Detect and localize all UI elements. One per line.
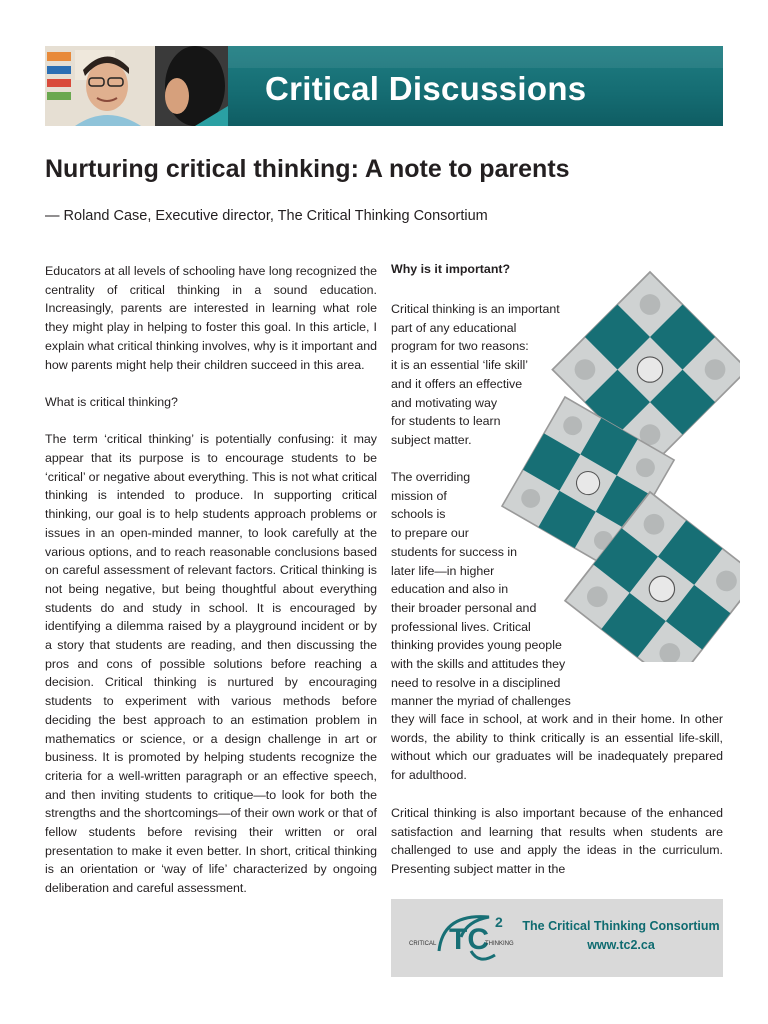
intro-paragraph: Educators at all levels of schooling have long recognized the centrality of critical thinking in a sound education. Increasingly, parents are interested in learning what role they might play in helping to foster this goal. In this article, I explain what critical thinking involves, why is it important and how parents might help their children succeed in this area. bbox=[45, 264, 378, 372]
why-paragraph-continued bbox=[391, 710, 723, 785]
paragraph-text: Critical thinking is also important because of the enhanced satisfaction and learning that results when students are challenged to use and apply the ideas in the curriculum. Presenting subject matter in the bbox=[391, 806, 723, 877]
text-line: manner the myriad of challenges bbox=[391, 694, 571, 709]
banner-title: Critical Discussions bbox=[265, 70, 587, 107]
tc2-logo-icon bbox=[409, 907, 519, 969]
text-line: to prepare our bbox=[391, 526, 469, 541]
text-line: and motivating way bbox=[391, 395, 498, 410]
text-line: professional lives. Critical bbox=[391, 619, 531, 634]
header-photo bbox=[45, 46, 228, 126]
text-line: program for two reasons: bbox=[391, 339, 529, 354]
section-heading-what: What is critical thinking? bbox=[45, 394, 178, 409]
body-paragraph: The term ‘critical thinking’ is potentially confusing: it may appear that its purpose is to encourage students to be ‘critical’ or negative about everything. This is not what critical thinking is intended to produce. In supporting critical thinking, our goal is to help students approach problems or issues in an open-minded manner, to look carefully at the various options, and to reach reasonable conclusions based on careful assessment of relevant factors. Critical thinking is not being negative, but being thoughtful about everything students do and study in school. It is encouraged by identifying a dilemma raised by a playground incident or by a story that students are reading, and then discussing the pros and cons of possible solutions before reaching a decision. Critical thinking is nurtured by encouraging students to experiment with various methods before deciding the best approach to an estimation problem in mathematics or science, or a design challenge in art or business. It is promoted by helping students recognize the criteria for a well-written paragraph or an effective speech, and then inviting students to critique—to look for both the strengths and the shortcomings—of their own work or that of fellow students before revising their written or oral presentation to make it even better. In short, critical thinking is an orientation or ‘way of life’ characterized by ongoing deliberation and careful assessment. bbox=[45, 432, 377, 896]
text-line: education and also in bbox=[391, 582, 509, 597]
text-line: students for success in bbox=[391, 544, 518, 559]
section-heading-why: Why is it important? bbox=[391, 262, 511, 276]
text-line: with the skills and attitudes they bbox=[391, 657, 566, 671]
paragraph-text: they will face in school, at work and in their home. In other words, the ability to think critically is an essential life-skill, without which our graduates will be inadequately prepared for adulthood. bbox=[391, 712, 723, 783]
logo-thinking-text: THINKING bbox=[485, 941, 514, 947]
importance-paragraph bbox=[391, 804, 723, 879]
article-headline: Nurturing critical thinking: A note to parents bbox=[45, 155, 570, 183]
text-line: it is an essential ‘life skill’ bbox=[391, 358, 529, 373]
text-line: for students to learn bbox=[391, 414, 501, 429]
text-line: thinking provides young people bbox=[391, 638, 562, 653]
text-line: subject matter. bbox=[391, 432, 472, 447]
text-line: need to resolve in a disciplined bbox=[391, 675, 561, 690]
logo-critical-text: CRITICAL bbox=[409, 941, 437, 947]
consortium-name: The Critical Thinking Consortium bbox=[522, 919, 720, 933]
text-line: part of any educational bbox=[391, 320, 517, 335]
title-bar-highlight bbox=[228, 46, 723, 68]
logo-tc-text: TC bbox=[449, 923, 489, 956]
text-line: their broader personal and bbox=[391, 600, 537, 615]
text-line: later life—in higher bbox=[391, 563, 495, 578]
title-bar bbox=[228, 46, 723, 126]
header-banner bbox=[45, 46, 723, 126]
consortium-url[interactable]: www.tc2.ca bbox=[587, 938, 655, 952]
article-byline: — Roland Case, Executive director, The Critical Thinking Consortium bbox=[45, 208, 488, 224]
left-column bbox=[45, 262, 377, 917]
text-line: The overriding bbox=[391, 470, 471, 484]
text-line: schools is bbox=[391, 507, 446, 522]
text-line: Critical thinking is an important bbox=[391, 302, 560, 316]
people-photo-icon bbox=[45, 46, 228, 126]
text-line: and it offers an effective bbox=[391, 376, 523, 391]
text-line: mission of bbox=[391, 488, 447, 503]
consortium-footer bbox=[391, 899, 723, 977]
logo-superscript: 2 bbox=[495, 914, 503, 930]
